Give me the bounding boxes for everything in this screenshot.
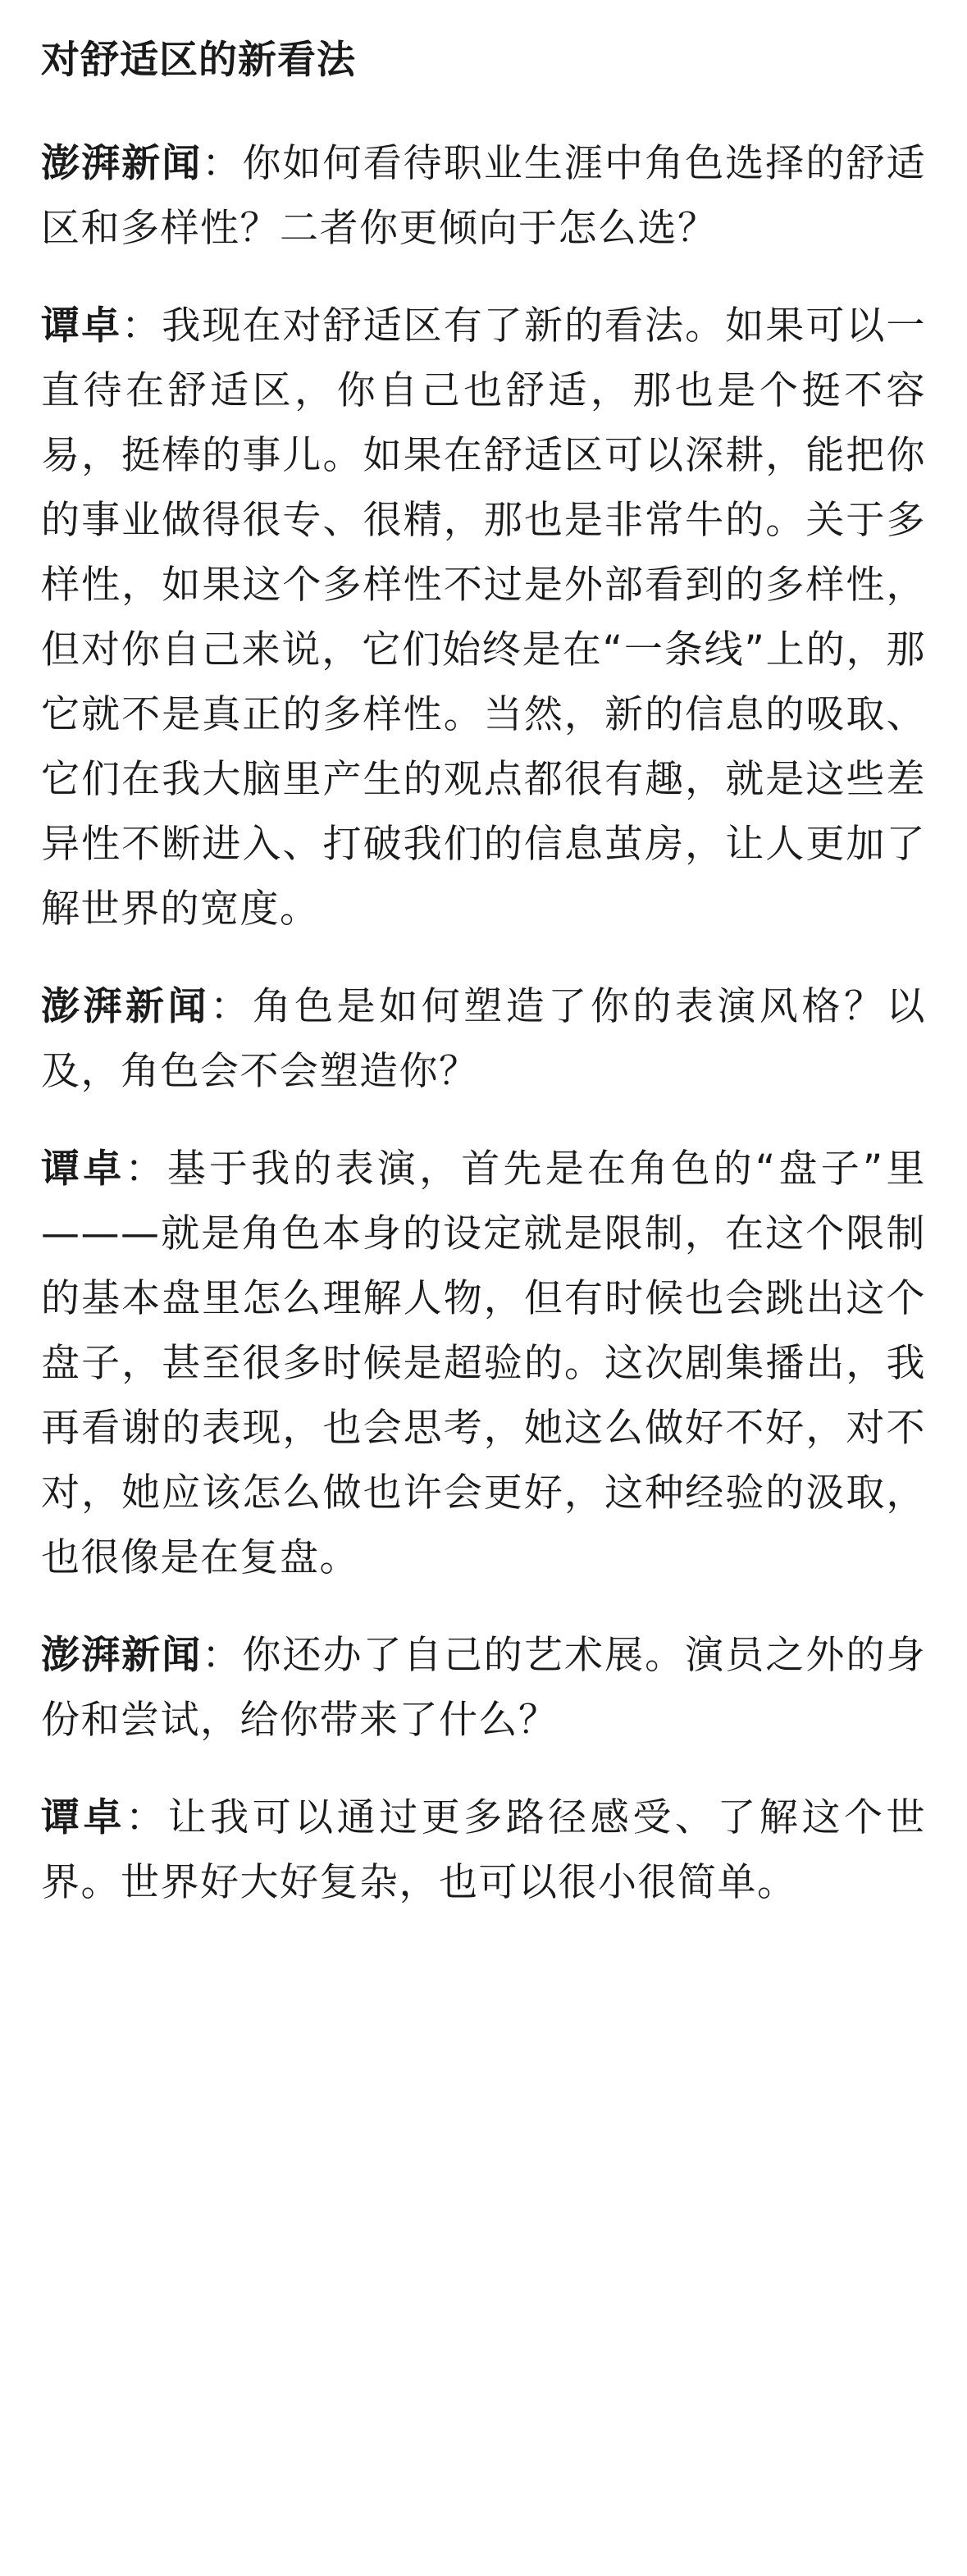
paragraph-text: ：角色是如何塑造了你的表演风格？以及，角色会不会塑造你？ <box>41 984 927 1094</box>
speaker-name: 澎湃新闻 <box>41 1633 203 1678</box>
speaker-name: 谭卓 <box>41 303 122 349</box>
article-title: 对舒适区的新看法 <box>41 38 356 83</box>
paragraph-text: ：让我可以通过更多路径感受、了解这个世界。世界好大好复杂，也可以很小很简单。 <box>41 1795 927 1905</box>
paragraph-text: ：我现在对舒适区有了新的看法。如果可以一直待在舒适区，你自己也舒适，那也是个挺不容易，挺棒的事儿。如果在舒适区可以深耕，能把你的事业做得很专、很精，那也是非常牛的。关于多样性，如果这个多样性不过是外部看到的多样性，但对你自己来说，它们始终是在“一条线”上的，那它就不是真正的多样性。当然，新的信息的吸取、它们在我大脑里产生的观点都很有趣，就是这些差异性不断进入、打破我们的信息茧房，让人更加了解世界的宽度。 <box>41 303 927 932</box>
qa-paragraph-6 <box>41 1785 926 1915</box>
paragraph-text: ：你如何看待职业生涯中角色选择的舒适区和多样性？二者你更倾向于怎么选？ <box>41 141 927 251</box>
qa-paragraph-3 <box>41 974 926 1104</box>
paragraph-text: ：基于我的表演，首先是在角色的“盘子”里———就是角色本身的设定就是限制，在这个限制的基本盘里怎么理解人物，但有时候也会跳出这个盘子，甚至很多时候是超验的。这次剧集播出，我再看谢的表现，也会思考，她这么做好不好，对不对，她应该怎么做也许会更好，这种经验的汲取，也很像是在复盘。 <box>41 1147 927 1580</box>
speaker-name: 澎湃新闻 <box>41 984 211 1029</box>
paragraph-text: ：你还办了自己的艺术展。演员之外的身份和尝试，给你带来了什么？ <box>41 1633 927 1743</box>
qa-paragraph-4 <box>41 1137 926 1590</box>
speaker-name: 谭卓 <box>41 1147 125 1192</box>
speaker-name: 谭卓 <box>41 1795 126 1840</box>
qa-paragraph-5 <box>41 1623 926 1753</box>
qa-paragraph-1 <box>41 131 926 261</box>
qa-paragraph-2 <box>41 294 926 941</box>
speaker-name: 澎湃新闻 <box>41 141 203 186</box>
